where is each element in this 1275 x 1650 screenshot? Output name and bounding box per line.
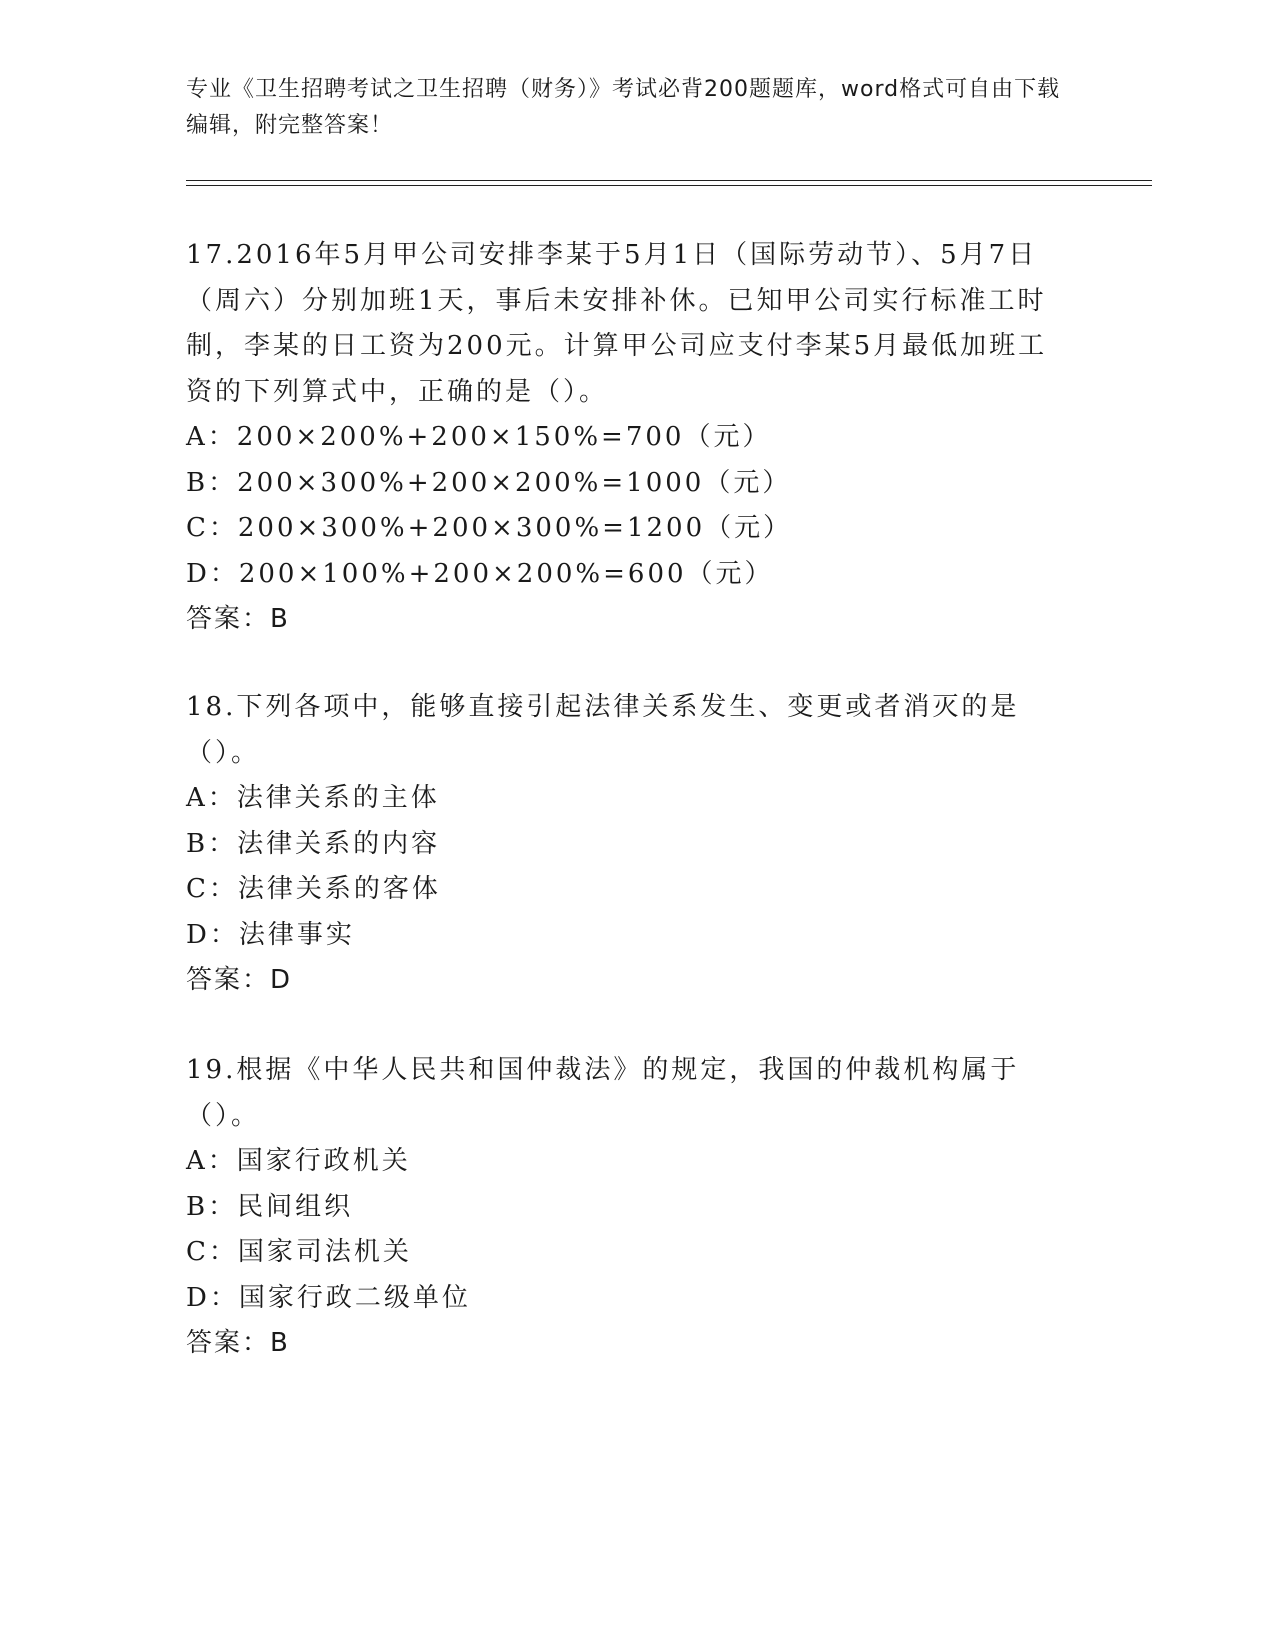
option-d: D：200×100%+200×200%=600（元） [186, 558, 774, 589]
header-rule-top [186, 180, 1152, 181]
option-b: B：法律关系的内容 [186, 828, 441, 859]
question-19 [186, 1048, 1066, 1367]
question-17 [186, 233, 1066, 643]
option-d: D：法律事实 [186, 919, 355, 950]
option-c: C：法律关系的客体 [186, 874, 441, 904]
option-c: C：国家司法机关 [186, 1237, 412, 1267]
question-stem: 18.下列各项中，能够直接引起法律关系发生、变更或者消灭的是（）。 [186, 692, 1020, 768]
option-d: D：国家行政二级单位 [186, 1282, 471, 1313]
question-18 [186, 685, 1066, 1004]
option-c: C：200×300%+200×300%=1200（元） [186, 513, 793, 543]
header-rule-bottom [186, 185, 1152, 186]
question-stem: 17.2016年5月甲公司安排李某于5月1日（国际劳动节）、5月7日（周六）分别加班1天，事后未安排补休。已知甲公司实行标准工时制，李某的日工资为200元。计算甲公司应支付李某5月最低加班工资的下列算式中，正确的是（）。 [186, 240, 1048, 407]
option-a: A：200×200%+200×150%=700（元） [186, 422, 772, 452]
answer-label: 答案：D [186, 965, 293, 995]
option-a: A：国家行政机关 [186, 1146, 411, 1176]
document-header: 专业《卫生招聘考试之卫生招聘（财务）》考试必背200题题库，word格式可自由下载编辑，附完整答案！ [186, 77, 1061, 138]
answer-label: 答案：B [186, 1328, 290, 1358]
option-a: A：法律关系的主体 [186, 783, 440, 813]
question-stem: 19.根据《中华人民共和国仲裁法》的规定，我国的仲裁机构属于（）。 [186, 1055, 1020, 1131]
option-b: B：民间组织 [186, 1191, 354, 1222]
option-b: B：200×300%+200×200%=1000（元） [186, 467, 792, 498]
answer-label: 答案：B [186, 604, 290, 634]
